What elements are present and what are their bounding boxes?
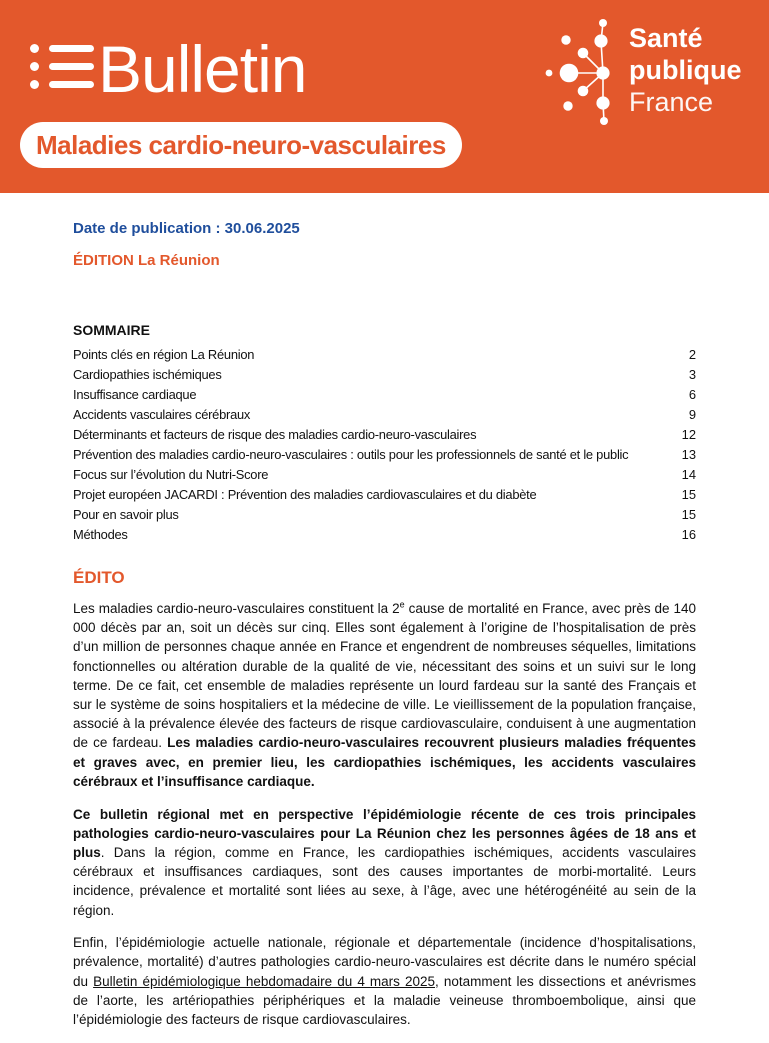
toc-item[interactable]	[73, 387, 696, 407]
toc-item-page: 16	[681, 527, 696, 542]
toc-item[interactable]	[73, 467, 696, 487]
toc-item-page: 15	[681, 487, 696, 502]
spf-network-icon	[541, 8, 621, 134]
toc-item-page: 12	[681, 427, 696, 442]
edito-p1-text: Les maladies cardio-neuro-vasculaires constituent la 2	[73, 601, 400, 616]
toc-item-page: 2	[688, 347, 696, 362]
edito-p3-text: Enfin, l’épidémiologie actuelle nationale, régionale et départementale (incidence d’hospitalisations, prévalence, mortalité) d’autres pathologies cardio-neuro-vasculaires est décrite dans le numéro spécial du	[73, 935, 696, 989]
list-icon-bar	[49, 81, 94, 88]
edito-p1-bold-text: Les maladies cardio-neuro-vasculaires recouvrent plusieurs maladies fréquentes et graves avec, en premier lieu, les cardiopathies ischémiques, les accidents vasculaires cérébraux et l’insuffisance cardiaque.	[73, 735, 696, 789]
spf-logo-line3: France	[629, 87, 714, 117]
toc-item-label[interactable]: Méthodes	[73, 527, 128, 542]
edito-paragraph-3	[73, 933, 696, 1029]
toc-item[interactable]	[73, 447, 696, 467]
edition-label: ÉDITION La Réunion	[73, 252, 220, 269]
spf-logo-text	[629, 22, 741, 118]
toc-item[interactable]	[73, 347, 696, 367]
toc-item[interactable]	[73, 407, 696, 427]
list-icon-dot	[30, 80, 39, 89]
table-of-contents	[73, 347, 696, 547]
toc-heading: SOMMAIRE	[73, 322, 150, 338]
edito-p3-text: , notamment les dissections et anévrismes de l’aorte, les artériopathies périphériques et la maladie veineuse thromboembolique, ainsi que l’épidémiologie des facteurs de risque cardiovasculaires.	[73, 973, 696, 1028]
header-band	[0, 0, 769, 193]
toc-item-label[interactable]: Insuffisance cardiaque	[73, 387, 197, 402]
toc-item-label[interactable]: Projet européen JACARDI : Prévention des maladies cardiovasculaires et du diabète	[73, 487, 537, 502]
toc-item-page: 15	[681, 507, 696, 522]
toc-item-page: 9	[688, 407, 696, 422]
edito-p1-superscript: e	[399, 599, 405, 610]
toc-item-label[interactable]: Pour en savoir plus	[73, 507, 179, 522]
edito-heading: ÉDITO	[73, 568, 125, 587]
spf-logo-line1: Santé	[629, 23, 703, 53]
page-content	[73, 193, 696, 1043]
banner-title-pill	[20, 122, 462, 168]
toc-item-label[interactable]: Cardiopathies ischémiques	[73, 367, 222, 382]
toc-item-page: 13	[681, 447, 696, 462]
toc-item-label[interactable]: Prévention des maladies cardio-neuro-vasculaires : outils pour les professionnels de santé et le public	[73, 447, 629, 462]
spf-logo-line2: publique	[629, 55, 742, 85]
list-icon-dot	[30, 62, 39, 71]
edito-p2-text: . Dans la région, comme en France, les cardiopathies ischémiques, accidents vasculaires cérébraux et insuffisances cardiaques, sont des causes importantes de morbi-mortalité. Leurs incidence, prévalence et mortalité sont liées au sexe, à l’âge, avec une hétérogénéité au sein de la région.	[73, 844, 696, 918]
toc-item-label[interactable]: Accidents vasculaires cérébraux	[73, 407, 251, 422]
publication-date: Date de publication : 30.06.2025	[73, 220, 300, 237]
beh-link[interactable]: Bulletin épidémiologique hebdomadaire du 4 mars 2025	[93, 973, 436, 989]
toc-item[interactable]	[73, 507, 696, 527]
toc-item[interactable]	[73, 487, 696, 507]
list-icon-bar	[49, 63, 94, 70]
toc-item-label[interactable]: Focus sur l’évolution du Nutri-Score	[73, 467, 269, 482]
list-icon-dot	[30, 44, 39, 53]
edito-paragraph-2	[73, 805, 696, 920]
toc-item[interactable]	[73, 427, 696, 447]
sante-publique-france-logo	[541, 8, 751, 138]
edito-p2-bold-text: Ce bulletin régional met en perspective l’épidémiologie récente de ces trois principales pathologies cardio-neuro-vasculaires pour La Réunion chez les personnes âgées de 18 ans et plus	[73, 806, 696, 860]
toc-item-label[interactable]: Déterminants et facteurs de risque des maladies cardio-neuro-vasculaires	[73, 427, 477, 442]
toc-item-label[interactable]: Points clés en région La Réunion	[73, 347, 255, 362]
toc-item-page: 14	[681, 467, 696, 482]
toc-item[interactable]	[73, 367, 696, 387]
edito-p1-text: cause de mortalité en France, avec près de 140 000 décès par an, soit un décès sur cinq. Elles sont également à l’origine de l’hospitalisation de près d’un million de personnes chaque année en France et engendrent de nombreuses séquelles, limitations fonctionnelles ou altération durable de la qualité de vie, nécessitant des soins et un suivi sur le long terme. De ce fait, cet ensemble de maladies représente un lourd fardeau sur la santé des Français et sur le système de soins hospitaliers et la médecine de ville. Le vieillissement de la population française, associé à la prévalence élevée des facteurs de risque cardiovasculaire, conduisent à une augmentation de ce fardeau.	[73, 601, 697, 751]
toc-item-page: 3	[688, 367, 696, 382]
edito-paragraph-1	[73, 599, 696, 791]
bulletin-wordmark: Bulletin	[98, 32, 307, 106]
list-icon-bar	[49, 45, 94, 52]
banner-title: Maladies cardio-neuro-vasculaires	[36, 129, 446, 160]
toc-item-page: 6	[688, 387, 696, 402]
toc-item[interactable]	[73, 527, 696, 547]
